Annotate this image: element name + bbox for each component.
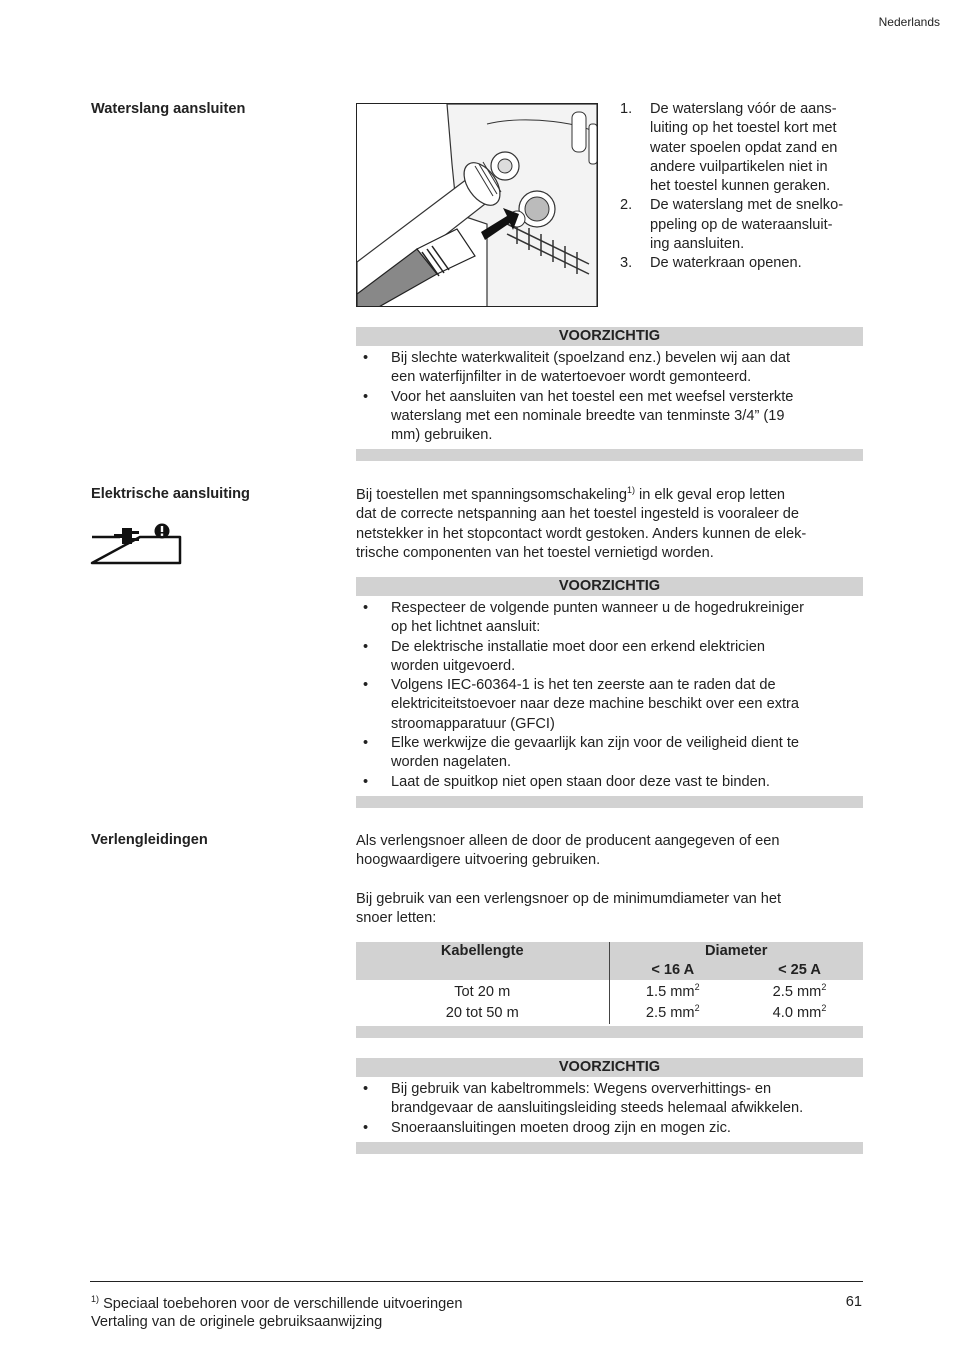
footer-divider bbox=[90, 1281, 863, 1282]
footnote: $^{1)}$ Speciaal toebehoren voor de verschillende uitvoeringen bbox=[91, 1294, 463, 1312]
warning-box-extension bbox=[356, 1058, 863, 1154]
table-header-cell: Diameter bbox=[609, 942, 863, 961]
section-title-water: Waterslang aansluiten bbox=[91, 101, 246, 117]
warning-box-electric bbox=[356, 577, 863, 808]
section-title-electric: Elektrische aansluiting bbox=[91, 486, 250, 502]
translation-note: Vertaling van de originele gebruiksaanwijzing bbox=[91, 1314, 383, 1330]
table-subheader-row bbox=[356, 961, 863, 980]
table-header-row bbox=[356, 942, 863, 961]
warning-box-water bbox=[356, 327, 863, 461]
warning-title: VOORZICHTIG bbox=[356, 327, 863, 346]
table-cell: 1.5 $mm^2$ bbox=[609, 983, 736, 1002]
warning-item: • Laat de spuitkop niet open staan door deze vast te binden. bbox=[363, 773, 770, 790]
warning-item: • Volgens IEC-60364-1 is het ten zeerste aan te raden dat de elektriciteitstoevoer naar deze machine beschikt over een extra stroomapparatuur (GFCI) bbox=[363, 677, 800, 732]
step-item: 3. De waterkraan openen. bbox=[620, 255, 802, 272]
warning-title: VOORZICHTIG bbox=[356, 577, 863, 596]
table-row bbox=[356, 983, 863, 1002]
table-header-cell: < 16 A bbox=[609, 961, 736, 980]
cable-diameter-table bbox=[356, 942, 863, 1024]
water-steps-list bbox=[620, 100, 866, 274]
warning-item: • Bij slechte waterkwaliteit (spoelzand enz.) bevelen wij aan dat een waterfijnfilter in de watertoevoer wordt gemonteerd. bbox=[363, 350, 791, 386]
warning-item: • Voor het aansluiten van het toestel een met weefsel versterkte waterslang met een nominale breedte van tenminste 3/4” (19 mm) gebruiken. bbox=[363, 388, 794, 444]
table-header-cell: < 25 A bbox=[736, 961, 863, 980]
section-title-extension: Verlengleidingen bbox=[91, 832, 208, 848]
table-cell: 4.0 $mm^2$ bbox=[772, 1002, 827, 1021]
table-cell: Tot 20 m bbox=[454, 984, 511, 1000]
extension-paragraph-2: Bij gebruik van een verlengsnoer op de minimumdiameter van het snoer letten: bbox=[356, 891, 782, 927]
warning-title: VOORZICHTIG bbox=[356, 1058, 863, 1077]
step-item: 1. De waterslang vóór de aans- luiting op het toestel kort met water spoelen opdat zand en andere vuilpartikelen niet in het toestel kunnen geraken. bbox=[620, 101, 838, 195]
warning-item: • Bij gebruik van kabeltrommels: Wegens oververhittings- en brandgevaar de aansluitingsleiding steeds helemaal afwikkelen. bbox=[363, 1081, 804, 1117]
table-footer-bar bbox=[356, 1026, 863, 1038]
table-header-cell: Kabellengte bbox=[356, 942, 609, 961]
table-cell: 2.5 $mm^2$ bbox=[609, 1002, 736, 1024]
page-number: 61 bbox=[845, 1294, 862, 1310]
plug-warning-icon bbox=[90, 523, 182, 567]
electric-paragraph: Bij toestellen met spanningsomschakeling$^{1)}$ in elk geval erop letten dat de correcte netspanning aan het toestel ingesteld is vooraleer de netstekker in het stopcontact wordt gestoken. Anders kunnen de elek- trische componenten van het toestel vernietigd worden. bbox=[356, 485, 807, 561]
table-cell: 2.5 $mm^2$ bbox=[772, 982, 827, 1000]
language-label: Nederlands bbox=[878, 15, 940, 29]
table-row bbox=[356, 1002, 863, 1024]
warning-item: • Respecteer de volgende punten wanneer u de hogedrukreiniger op het lichtnet aansluit: bbox=[363, 600, 804, 636]
warning-item: • Elke werkwijze die gevaarlijk kan zijn voor de veiligheid dient te worden nagelaten. bbox=[363, 735, 800, 771]
warning-item: • De elektrische installatie moet door een erkend elektricien worden uitgevoerd. bbox=[363, 638, 765, 674]
step-item: 2. De waterslang met de snelko- ppeling op de wateraansluit- ing aansluiten. bbox=[620, 197, 844, 253]
extension-paragraph-1: Als verlengsnoer alleen de door de producent aangegeven of een hoogwaardigere uitvoering gebruiken. bbox=[356, 833, 780, 869]
hose-connection-illustration bbox=[356, 103, 598, 307]
warning-item: • Snoeraansluitingen moeten droog zijn en mogen zic. bbox=[363, 1119, 731, 1136]
table-cell: 20 tot 50 m bbox=[445, 1004, 519, 1021]
